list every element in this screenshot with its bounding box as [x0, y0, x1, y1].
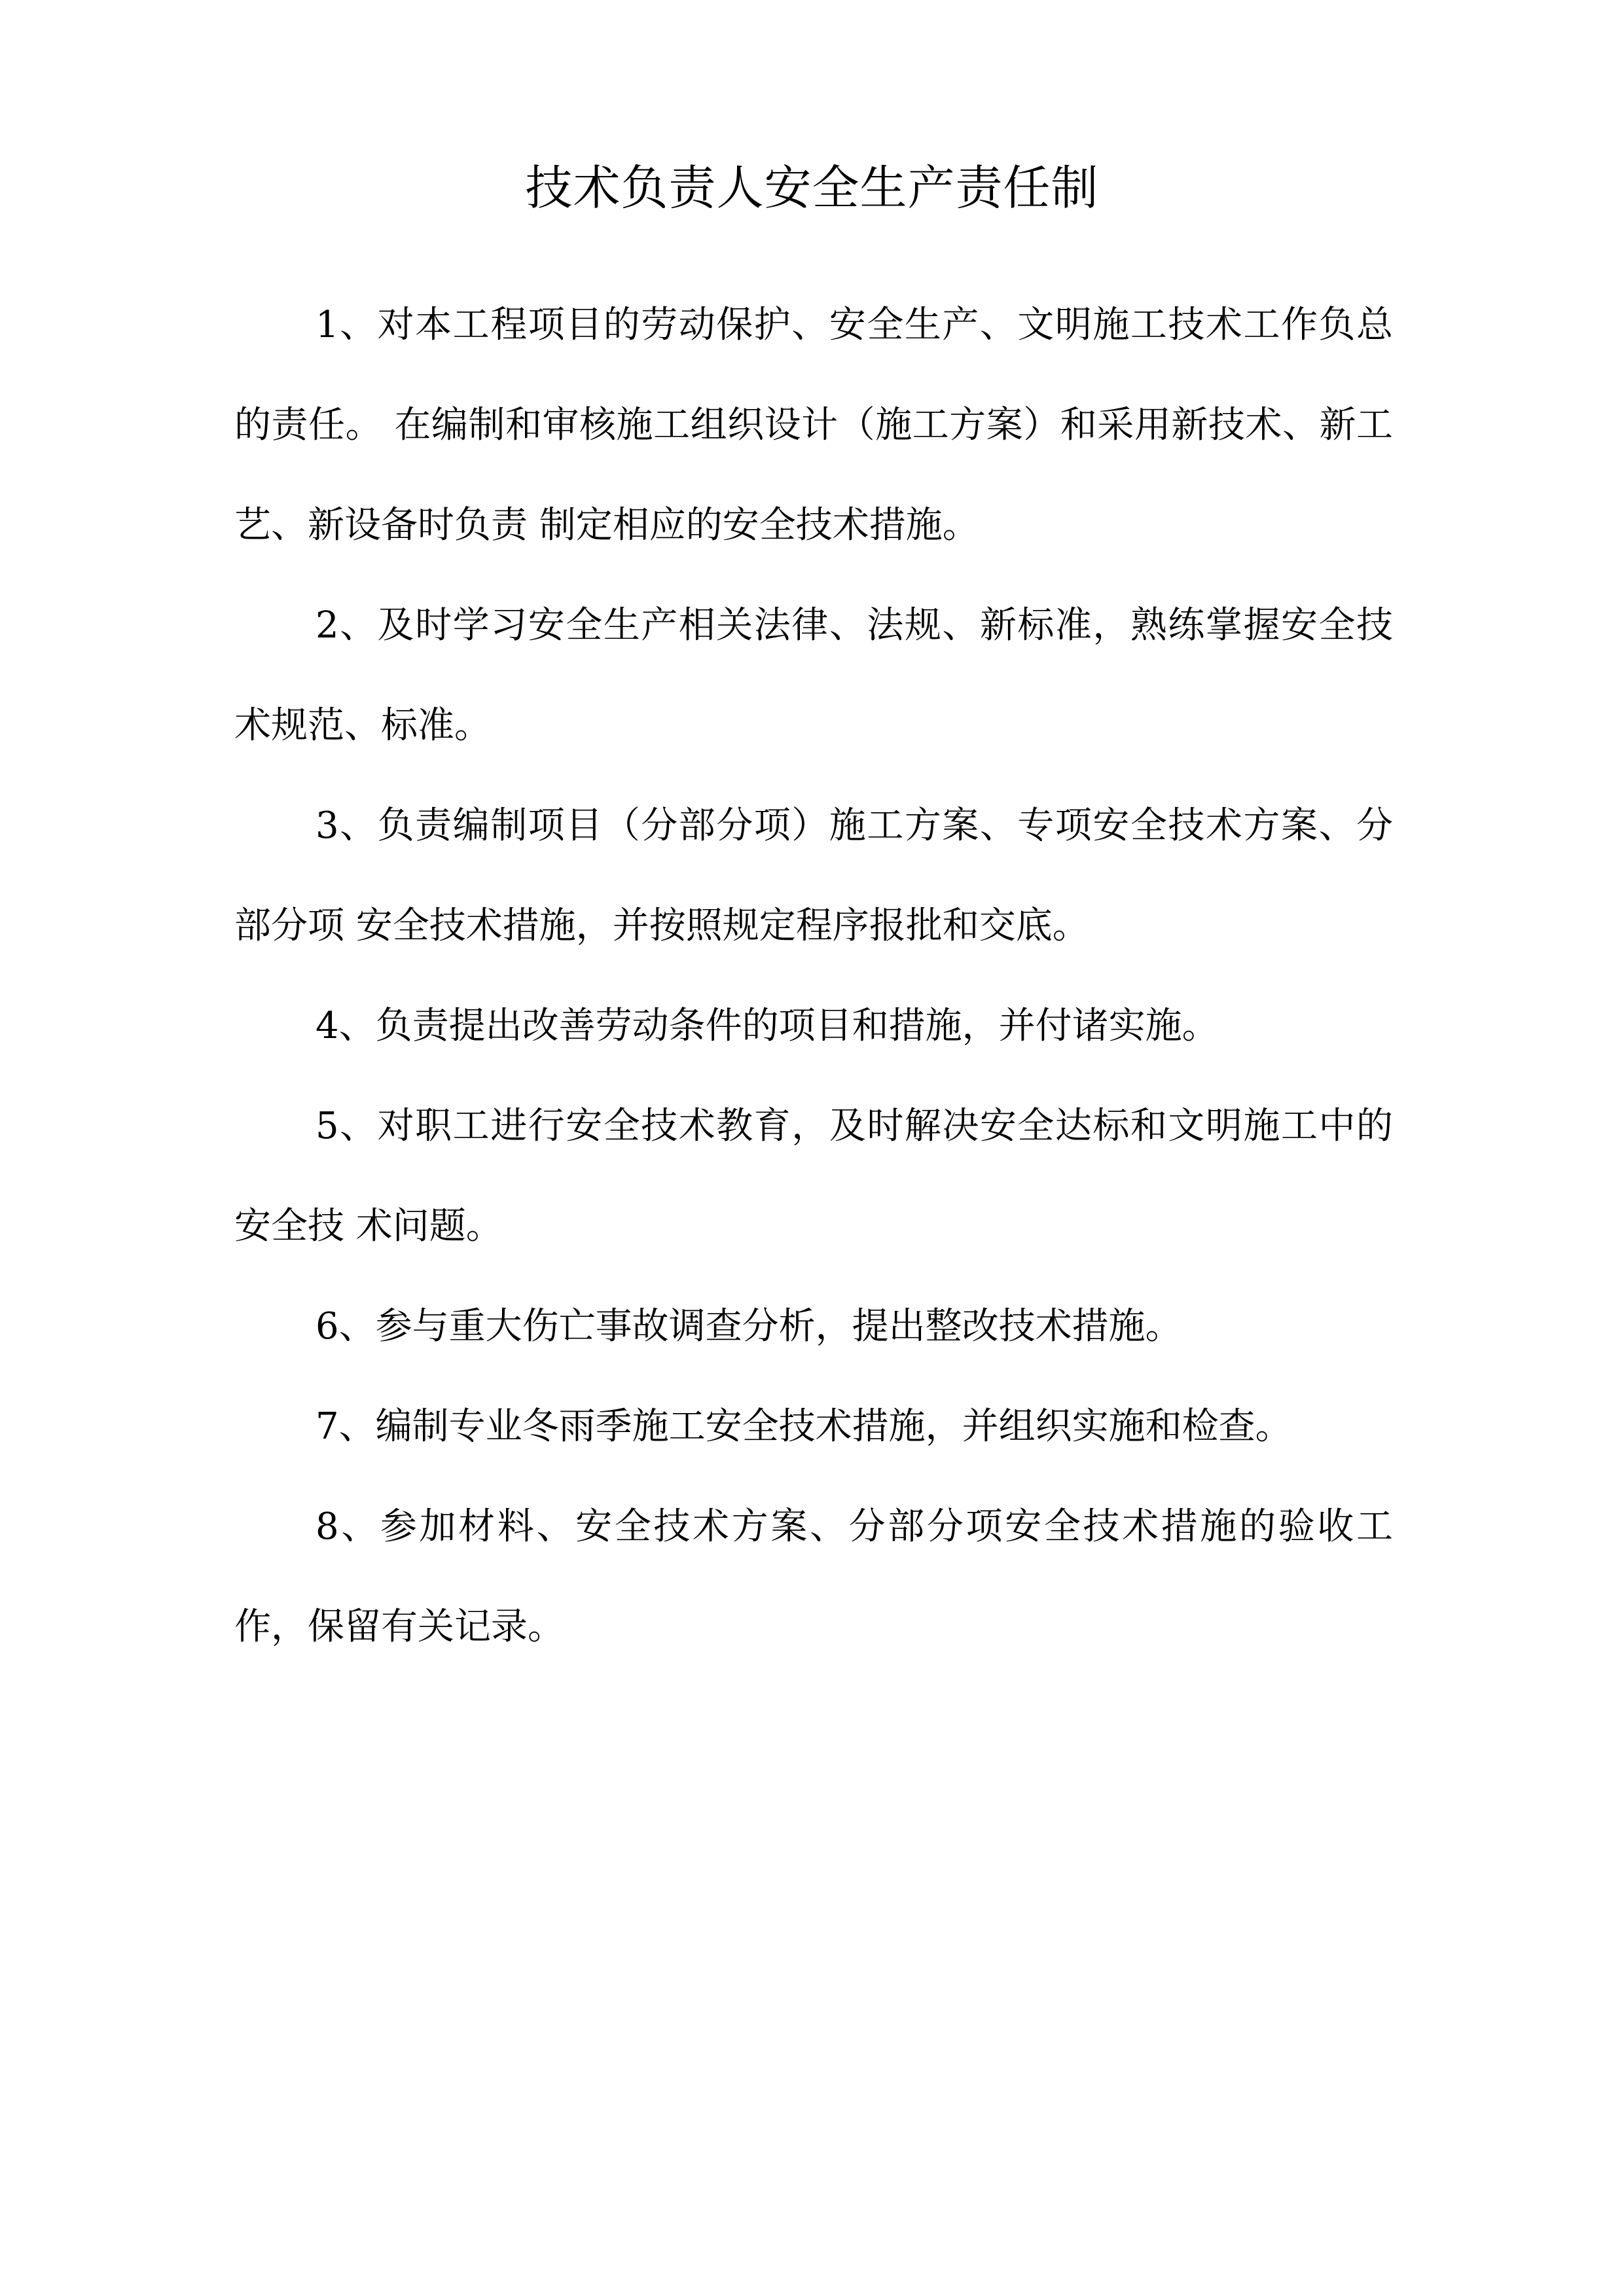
paragraph-8: 8、参加材料、安全技术方案、分部分项安全技术措施的验收工作，保留有关记录。: [234, 1505, 1393, 1648]
paragraph-4: 4、负责提出改善劳动条件的项目和措施，并付诸实施。: [316, 1005, 1219, 1047]
paragraph-1: 1、对本工程项目的劳动保护、安全生产、文明施工技术工作负总的责任。 在编制和审核施工组织设计（施工方案）和采用新技术、新工艺、新设备时负责 制定相应的安全技术措施。: [234, 304, 1393, 547]
paragraph-6: 6、参与重大伤亡事故调查分析，提出整改技术措施。: [316, 1305, 1182, 1348]
paragraph-2: 2、及时学习安全生产相关法律、法规、新标准，熟练掌握安全技术规范、标准。: [234, 604, 1393, 747]
document-body: [234, 275, 1393, 1677]
paragraph-5: 5、对职工进行安全技术教育，及时解决安全达标和文明施工中的安全技 术问题。: [234, 1105, 1393, 1247]
paragraph-7: 7、编制专业冬雨季施工安全技术措施，并组织实施和检查。: [316, 1405, 1292, 1448]
document-title: 技术负责人安全生产责任制: [525, 160, 1099, 215]
paragraph-3: 3、负责编制项目（分部分项）施工方案、专项安全技术方案、分部分项 安全技术措施，并按照规定程序报批和交底。: [234, 804, 1393, 947]
